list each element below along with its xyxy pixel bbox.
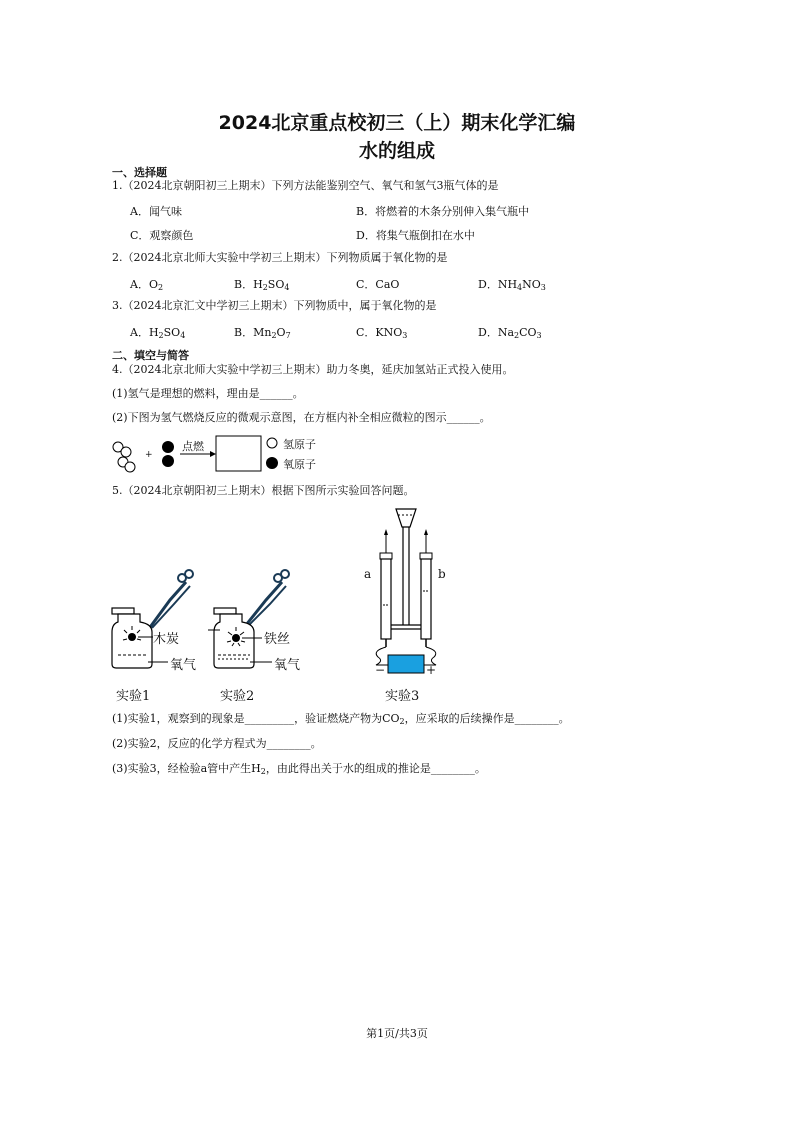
q5-part-2: (2)实验2，反应的化学方程式为________。 <box>112 737 322 750</box>
q3-option-c: C．$KNO_3$ <box>356 326 408 340</box>
q5-part-3: (3)实验3，经检验a管中产生$H_2$，由此得出关于水的组成的推论是________。 <box>112 762 486 776</box>
answer-box <box>216 436 261 471</box>
q2-option-c: C．CaO <box>356 278 400 291</box>
q5-part-1: (1)实验1，观察到的现象是_________，验证燃烧产物为$CO_2$，应采取的后续操作是________。 <box>112 712 570 726</box>
q3-option-a: A．$H_2SO_4$ <box>130 326 186 340</box>
legend-hydrogen-label: 氢原子 <box>283 438 316 451</box>
experiment-1-diagram <box>108 560 218 675</box>
page-footer: 第1页/共3页 <box>366 1027 428 1040</box>
hydrogen-molecule-2 <box>118 457 135 472</box>
reaction-condition: 点燃 <box>182 440 204 453</box>
legend-oxygen-icon <box>266 457 278 469</box>
center-tube <box>403 527 409 625</box>
legend-oxygen-label: 氧原子 <box>283 458 316 471</box>
caption-experiment-2: 实验2 <box>220 689 255 704</box>
battery-icon <box>388 655 424 673</box>
q1-option-a: A．闻气味 <box>130 205 182 218</box>
q4-part-2: (2)下图为氢气燃烧反应的微观示意图，在方框内补全相应微粒的图示______。 <box>112 411 491 424</box>
experiment-3-diagram <box>360 505 470 685</box>
tube-a <box>380 529 392 639</box>
q4-part-1: (1)氢气是理想的燃料，理由是______。 <box>112 387 304 400</box>
tube-b-label: b <box>438 567 446 581</box>
section-heading-fill: 二、填空与简答 <box>112 349 189 362</box>
q2-option-b: B．$H_2SO_4$ <box>234 278 290 292</box>
exp1-label-oxygen: 氧气 <box>170 658 197 673</box>
tongs-icon <box>242 570 289 630</box>
legend-hydrogen-icon <box>267 438 277 448</box>
page-title: 2024北京重点校初三（上）期末化学汇编 <box>218 112 576 134</box>
caption-experiment-3: 实验3 <box>385 689 420 704</box>
plus-sign: + <box>145 450 153 460</box>
q1-option-d: D．将集气瓶倒扣在水中 <box>356 229 475 242</box>
tube-a-label: a <box>364 567 372 581</box>
page-subtitle: 水的组成 <box>358 140 435 162</box>
electrodes <box>386 639 426 647</box>
battery-positive-label: + <box>426 663 437 677</box>
q1-option-b: B．将燃着的木条分别伸入集气瓶中 <box>356 205 530 218</box>
oxygen-molecule <box>162 441 174 467</box>
exp2-label-oxygen: 氧气 <box>274 658 301 673</box>
tongs-icon <box>148 570 193 630</box>
reaction-arrow-head <box>210 451 216 457</box>
battery-negative-label: − <box>375 663 386 677</box>
tube-b <box>420 529 432 639</box>
question-5-stem: 5.（2024北京朝阳初三上期末）根据下图所示实验回答问题。 <box>112 484 415 497</box>
funnel <box>396 509 416 527</box>
exp2-label-iron: 铁丝 <box>264 632 291 647</box>
question-3-stem: 3.（2024北京汇文中学初三上期末）下列物质中，属于氧化物的是 <box>112 299 437 312</box>
hydrogen-molecule-1 <box>113 442 131 457</box>
caption-experiment-1: 实验1 <box>116 689 151 704</box>
q3-option-b: B．$Mn_2O_7$ <box>234 326 291 340</box>
question-2-stem: 2.（2024北京北师大实验中学初三上期末）下列物质属于氧化物的是 <box>112 251 448 264</box>
question-4-stem: 4.（2024北京北师大实验中学初三上期末）助力冬奥，延庆加氢站正式投入使用。 <box>112 363 514 376</box>
q2-option-d: D．$NH_4NO_3$ <box>478 278 546 292</box>
section-heading-choice: 一、选择题 <box>112 166 167 179</box>
q3-option-d: D．$Na_2CO_3$ <box>478 326 542 340</box>
question-1-stem: 1.（2024北京朝阳初三上期末）下列方法能鉴别空气、氧气和氢气3瓶气体的是 <box>112 179 499 192</box>
q1-option-c: C．观察颜色 <box>130 229 194 242</box>
exp1-label-charcoal: 木炭 <box>153 632 180 647</box>
q2-option-a: A．$O_2$ <box>130 278 164 292</box>
